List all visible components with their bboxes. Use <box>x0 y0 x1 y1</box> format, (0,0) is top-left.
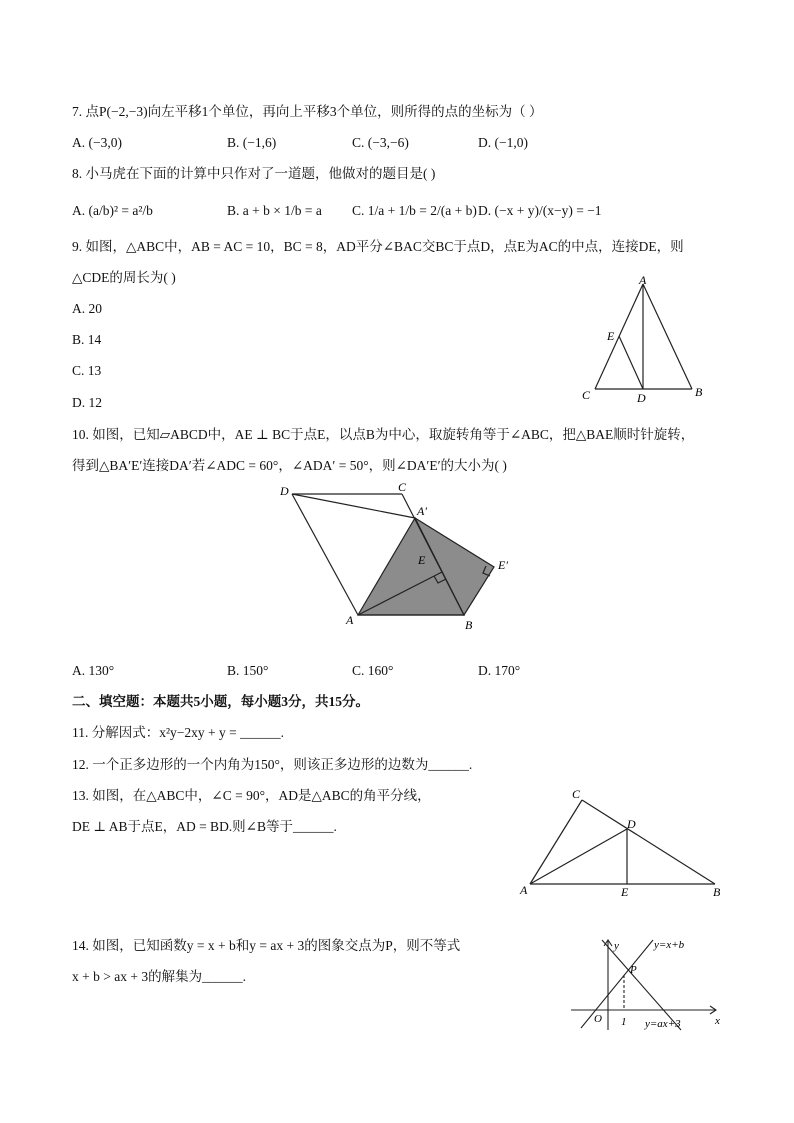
q9-stem-line2: △CDE的周长为( ) <box>72 270 176 285</box>
q11-stem: 11. 分解因式：x²y−2xy + y = ______. <box>72 725 285 740</box>
q10-option-d: D. 170° <box>478 663 521 678</box>
q7-option-d: D. (−1,0) <box>478 135 528 150</box>
q13-side-ac <box>530 800 582 884</box>
q14-label-tick-1: 1 <box>621 1016 627 1028</box>
q14-label-x: x <box>715 1015 720 1027</box>
q14-label-y: y <box>614 940 619 952</box>
q9-option-b: B. 14 <box>72 332 102 347</box>
q13-label-a: A <box>520 883 528 897</box>
q13-side-cb <box>582 800 715 884</box>
q14-label-origin: O <box>594 1013 602 1025</box>
q13-label-e: E <box>621 885 629 899</box>
q10-stem-line1: 10. 如图，已知▱ABCD中，AE ⊥ BC于点E，以点B为中心，取旋转角等于∠ABC，把△BAE顺时针旋转， <box>72 427 695 442</box>
q9-label-a: A <box>639 273 647 287</box>
q10-label-a: A <box>346 613 354 627</box>
q10-option-a: A. 130° <box>72 663 115 678</box>
q10-side-da <box>292 494 358 615</box>
q8-option-c: C. 1/a + 1/b = 2/(a + b) <box>352 203 477 218</box>
q14-label-p: P <box>630 964 637 976</box>
q10-label-d: D <box>280 484 289 498</box>
q7-stem: 7. 点P(−2,−3)向左平移1个单位，再向上平移3个单位，则所得的点的坐标为（ ） <box>72 104 543 119</box>
q13-triangle-figure <box>515 783 730 903</box>
q14-stem-line1: 14. 如图，已知函数y = x + b和y = ax + 3的图象交点为P，则不等式 <box>72 938 461 953</box>
q9-option-d: D. 12 <box>72 395 102 410</box>
q14-label-line1: y=x+b <box>654 939 685 951</box>
q13-stem-line1: 13. 如图，在△ABC中，∠C = 90°，AD是△ABC的角平分线， <box>72 788 431 803</box>
q14-stem-line2: x + b > ax + 3的解集为______. <box>72 969 246 984</box>
q10-stem-line2: 得到△BA′E′连接DA′若∠ADC = 60°，∠ADA′ = 50°，则∠DA′E′的大小为( ) <box>72 458 507 473</box>
q7-option-c: C. (−3,−6) <box>352 135 409 150</box>
q10-option-c: C. 160° <box>352 663 394 678</box>
q10-label-e: E <box>418 553 426 567</box>
q9-label-c: C <box>582 388 591 402</box>
q8-option-a: A. (a/b)² = a²/b <box>72 203 153 218</box>
q10-parallelogram-figure <box>270 478 530 638</box>
q10-label-e1: E′ <box>498 558 508 572</box>
q7-option-a: A. (−3,0) <box>72 135 122 150</box>
q8-option-b: B. a + b × 1/b = a <box>227 203 322 218</box>
section2-title: 二、填空题：本题共5小题，每小题3分，共15分。 <box>72 694 369 709</box>
q9-segment-de <box>619 336 643 389</box>
q14-function-graph <box>566 930 731 1035</box>
q9-triangle-figure <box>575 272 715 407</box>
q8-stem: 8. 小马虎在下面的计算中只作对了一道题，他做对的题目是( ) <box>72 166 436 181</box>
q13-label-b: B <box>713 885 721 899</box>
q10-label-a1: A′ <box>417 504 427 518</box>
q13-label-d: D <box>627 817 636 831</box>
q10-label-c: C <box>398 480 407 494</box>
q9-label-e: E <box>607 329 615 343</box>
q10-segment-da1 <box>292 494 415 518</box>
q9-label-b: B <box>695 385 703 399</box>
q8-option-d: D. (−x + y)/(x−y) = −1 <box>478 203 602 218</box>
q13-stem-line2: DE ⊥ AB于点E，AD = BD.则∠B等于______. <box>72 819 337 834</box>
q9-option-a: A. 20 <box>72 301 102 316</box>
q12-stem: 12. 一个正多边形的一个内角为150°，则该正多边形的边数为______. <box>72 757 473 772</box>
q9-side-ab <box>643 284 692 389</box>
q10-option-b: B. 150° <box>227 663 269 678</box>
q13-segment-ad <box>530 829 627 884</box>
q9-option-c: C. 13 <box>72 363 102 378</box>
q14-label-line2: y=ax+3 <box>645 1018 681 1030</box>
q7-option-b: B. (−1,6) <box>227 135 277 150</box>
q13-label-c: C <box>572 787 581 801</box>
q9-stem-line1: 9. 如图，△ABC中，AB = AC = 10，BC = 8，AD平分∠BAC交BC于点D，点E为AC的中点，连接DE，则 <box>72 239 684 254</box>
q10-label-b: B <box>465 618 473 632</box>
q14-line-y-x-plus-b <box>581 940 653 1028</box>
q9-label-d: D <box>637 391 646 405</box>
